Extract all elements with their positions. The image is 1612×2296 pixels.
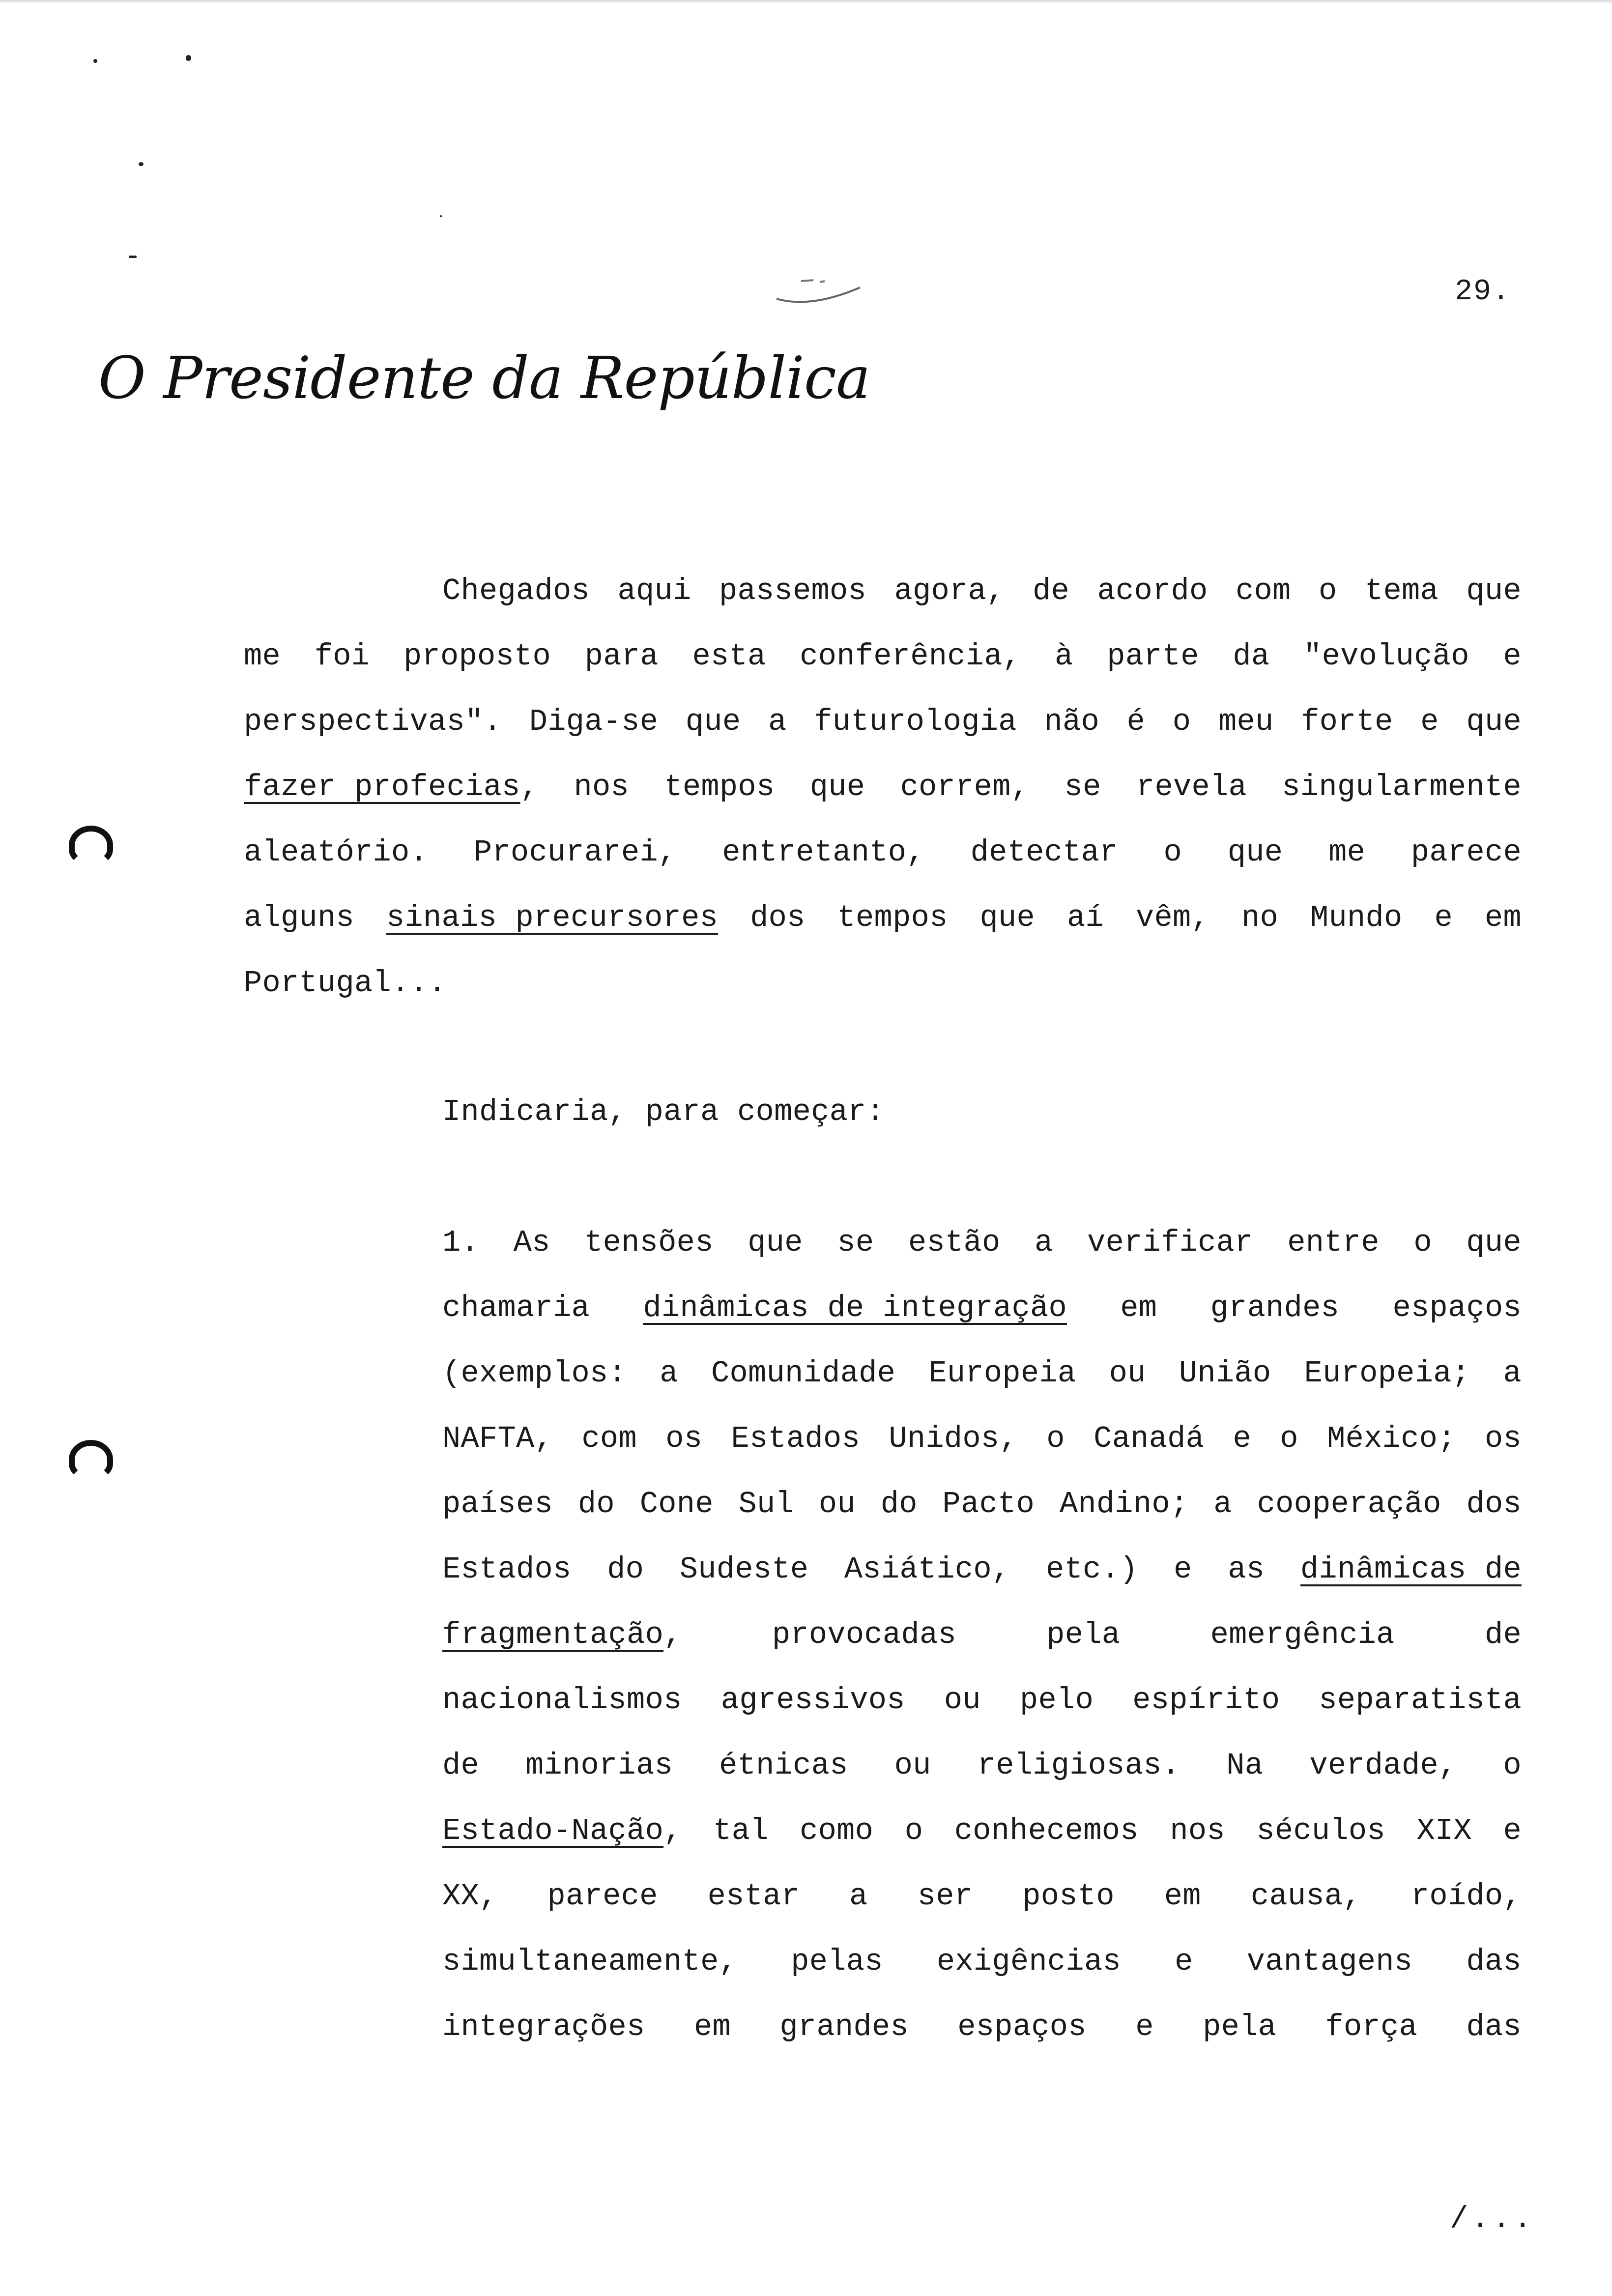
word: me bbox=[244, 639, 281, 674]
word: alguns bbox=[244, 900, 355, 935]
word: vantagens bbox=[1246, 1944, 1413, 1979]
word: com bbox=[581, 1421, 637, 1456]
word: que bbox=[1466, 704, 1522, 739]
word: das bbox=[1466, 2009, 1522, 2044]
word: nos bbox=[574, 770, 629, 804]
paragraph-line bbox=[244, 624, 1522, 689]
word: que bbox=[685, 704, 741, 739]
word: a bbox=[1503, 1356, 1522, 1391]
word: força bbox=[1325, 2009, 1418, 2044]
word: causa, bbox=[1250, 1879, 1361, 1914]
word: verdade, bbox=[1309, 1748, 1457, 1783]
word: Diga-se bbox=[529, 704, 659, 739]
word: vêm, bbox=[1136, 900, 1210, 935]
word: pelas bbox=[791, 1944, 883, 1979]
word: as bbox=[1228, 1552, 1265, 1587]
word: parece bbox=[1410, 835, 1522, 870]
paragraph-line bbox=[244, 950, 1522, 1016]
word: passemos bbox=[719, 574, 867, 608]
word: da bbox=[1233, 639, 1270, 674]
word: singularmente bbox=[1282, 770, 1522, 804]
word: posto bbox=[1022, 1879, 1115, 1914]
word: As bbox=[513, 1225, 550, 1260]
word: os bbox=[1484, 1421, 1522, 1456]
word: e bbox=[1174, 1552, 1192, 1587]
stray-mark bbox=[186, 55, 191, 61]
punch-hole bbox=[69, 1440, 113, 1479]
underlined-phrase: dinâmicas de integração bbox=[643, 1291, 1067, 1325]
word: do bbox=[607, 1552, 644, 1587]
word: de bbox=[1033, 574, 1070, 608]
item-line bbox=[442, 1798, 1522, 1864]
word: e bbox=[1434, 900, 1453, 935]
page-number: 29. bbox=[1455, 275, 1511, 309]
word: o bbox=[1503, 1748, 1522, 1783]
word: , bbox=[663, 1813, 682, 1848]
underlined-phrase: sinais precursores bbox=[386, 900, 719, 935]
word: estão bbox=[908, 1225, 1001, 1260]
word: com bbox=[1235, 574, 1291, 608]
item-line bbox=[442, 1864, 1522, 1929]
word: tema bbox=[1364, 574, 1439, 608]
word: Na bbox=[1226, 1748, 1264, 1783]
item-line bbox=[442, 1210, 1522, 1275]
word: verificar bbox=[1087, 1225, 1253, 1260]
underlined-phrase: fragmentação bbox=[442, 1617, 664, 1652]
item-line bbox=[442, 1537, 1522, 1602]
word: Unidos, bbox=[889, 1421, 1018, 1456]
word: a bbox=[768, 704, 787, 739]
word: os bbox=[665, 1421, 703, 1456]
word: que bbox=[809, 770, 865, 804]
paragraph-1 bbox=[244, 558, 1522, 1016]
item-line bbox=[442, 1667, 1522, 1733]
word: aqui bbox=[617, 574, 691, 608]
word: que bbox=[1466, 1225, 1522, 1260]
word: a bbox=[660, 1356, 678, 1391]
word: perspectivas". bbox=[244, 704, 502, 739]
item-line bbox=[442, 1994, 1522, 2060]
word: Portugal... bbox=[244, 966, 447, 1001]
word: religiosas. bbox=[977, 1748, 1180, 1783]
word: exigências bbox=[936, 1944, 1121, 1979]
word: etc.) bbox=[1046, 1552, 1138, 1587]
item-line bbox=[442, 1471, 1522, 1537]
item-line bbox=[442, 1929, 1522, 1994]
word: minorias bbox=[525, 1748, 673, 1783]
word: integrações bbox=[442, 2009, 645, 2044]
word: o bbox=[1318, 574, 1337, 608]
word: meu bbox=[1218, 704, 1274, 739]
word: Estados bbox=[731, 1421, 861, 1456]
punch-hole bbox=[69, 826, 113, 865]
word: do bbox=[880, 1487, 918, 1521]
word: pela bbox=[1046, 1617, 1121, 1652]
word: pela bbox=[1203, 2009, 1277, 2044]
word: União bbox=[1179, 1356, 1271, 1391]
word: de bbox=[442, 1748, 480, 1783]
word: o bbox=[1172, 704, 1191, 739]
word: Andino; bbox=[1059, 1487, 1189, 1521]
word: espaços bbox=[1392, 1291, 1522, 1325]
word: entretanto, bbox=[722, 835, 925, 870]
word: NAFTA, bbox=[442, 1421, 553, 1456]
word: Pacto bbox=[942, 1487, 1035, 1521]
word: que bbox=[1466, 574, 1522, 608]
word: ou bbox=[818, 1487, 856, 1521]
word: tal bbox=[713, 1813, 769, 1848]
word: Procurarei, bbox=[473, 835, 677, 870]
word: chamaria bbox=[442, 1291, 590, 1325]
word: ou bbox=[1109, 1356, 1146, 1391]
word: parece bbox=[547, 1879, 658, 1914]
word: Europeia; bbox=[1304, 1356, 1470, 1391]
item-1 bbox=[442, 1210, 1522, 2060]
word: o bbox=[1163, 835, 1182, 870]
word: tempos bbox=[837, 900, 948, 935]
stray-mark bbox=[93, 59, 97, 63]
word: dos bbox=[750, 900, 806, 935]
underlined-phrase: fazer profecias bbox=[244, 770, 520, 804]
word: espírito bbox=[1132, 1683, 1280, 1718]
word: XX, bbox=[442, 1879, 498, 1914]
word: dos bbox=[1466, 1487, 1522, 1521]
word: grandes bbox=[1210, 1291, 1340, 1325]
word: em bbox=[1484, 900, 1522, 935]
word: Chegados bbox=[442, 574, 590, 608]
item-line bbox=[442, 1275, 1522, 1341]
stray-mark bbox=[129, 256, 137, 258]
word: do bbox=[577, 1487, 615, 1521]
word: (exemplos: bbox=[442, 1356, 627, 1391]
word: e bbox=[1233, 1421, 1251, 1456]
intro-line: Indicaria, para começar: bbox=[442, 1094, 885, 1129]
word: e bbox=[1503, 639, 1522, 674]
word: "evolução bbox=[1303, 639, 1469, 674]
word: simultaneamente, bbox=[442, 1944, 738, 1979]
item-line bbox=[442, 1602, 1522, 1667]
word: separatista bbox=[1319, 1683, 1522, 1718]
word: à bbox=[1054, 639, 1073, 674]
word: se bbox=[1064, 770, 1101, 804]
word: , bbox=[520, 770, 539, 804]
paragraph-line bbox=[244, 689, 1522, 754]
word: tensões bbox=[584, 1225, 714, 1260]
word: Comunidade bbox=[711, 1356, 896, 1391]
word: não bbox=[1044, 704, 1099, 739]
word: entre bbox=[1287, 1225, 1380, 1260]
word: Sudeste bbox=[679, 1552, 809, 1587]
word: o bbox=[1413, 1225, 1432, 1260]
word: étnicas bbox=[719, 1748, 848, 1783]
word: que bbox=[979, 900, 1036, 935]
word: forte bbox=[1301, 704, 1393, 739]
word: e bbox=[1135, 2009, 1154, 2044]
word: em bbox=[1164, 1879, 1201, 1914]
word: acordo bbox=[1097, 574, 1208, 608]
word: em bbox=[1120, 1291, 1157, 1325]
word: foi bbox=[314, 639, 370, 674]
word: ou bbox=[944, 1683, 981, 1718]
word: , bbox=[663, 1617, 682, 1652]
word: agressivos bbox=[720, 1683, 905, 1718]
word: como bbox=[800, 1813, 874, 1848]
item-line bbox=[442, 1733, 1522, 1798]
word: roído, bbox=[1410, 1879, 1522, 1914]
word: séculos bbox=[1256, 1813, 1385, 1848]
word: Mundo bbox=[1310, 900, 1403, 935]
word: a bbox=[1213, 1487, 1232, 1521]
word: tempos bbox=[664, 770, 775, 804]
word: detectar bbox=[970, 835, 1118, 870]
word: Sul bbox=[738, 1487, 794, 1521]
item-line bbox=[442, 1341, 1522, 1406]
word: Cone bbox=[639, 1487, 714, 1521]
word: das bbox=[1466, 1944, 1522, 1979]
word: e bbox=[1420, 704, 1439, 739]
word: Canadá bbox=[1094, 1421, 1205, 1456]
word: ou bbox=[894, 1748, 931, 1783]
word: o bbox=[1280, 1421, 1298, 1456]
word: 1. bbox=[442, 1225, 480, 1260]
word: Asiático, bbox=[844, 1552, 1010, 1587]
word: me bbox=[1328, 835, 1366, 870]
continuation-mark: /... bbox=[1450, 2202, 1535, 2237]
word: países bbox=[442, 1487, 553, 1521]
word: futurologia bbox=[814, 704, 1017, 739]
faint-scribble bbox=[767, 270, 865, 315]
underlined-phrase: dinâmicas de bbox=[1300, 1552, 1522, 1587]
letterhead: O Presidente da República bbox=[98, 344, 870, 412]
word: nos bbox=[1170, 1813, 1225, 1848]
word: correm, bbox=[900, 770, 1030, 804]
word: em bbox=[693, 2009, 731, 2044]
word: conferência, bbox=[800, 639, 1021, 674]
paragraph-line bbox=[244, 885, 1522, 950]
word: aí bbox=[1067, 900, 1104, 935]
word: é bbox=[1126, 704, 1146, 739]
word: agora, bbox=[894, 574, 1005, 608]
word: parte bbox=[1107, 639, 1199, 674]
underlined-phrase: Estado-Nação bbox=[442, 1813, 664, 1848]
word: pelo bbox=[1020, 1683, 1094, 1718]
word: a bbox=[1035, 1225, 1053, 1260]
paragraph-line bbox=[244, 820, 1522, 885]
word: grandes bbox=[779, 2009, 909, 2044]
scan-top-edge bbox=[0, 0, 1612, 4]
word: Estados bbox=[442, 1552, 572, 1587]
stray-mark bbox=[440, 215, 442, 217]
stray-mark bbox=[139, 162, 144, 166]
word: que bbox=[1227, 835, 1283, 870]
word: a bbox=[849, 1879, 868, 1914]
word: de bbox=[1484, 1617, 1522, 1652]
word: México; bbox=[1327, 1421, 1456, 1456]
word: provocadas bbox=[772, 1617, 956, 1652]
word: emergência bbox=[1210, 1617, 1395, 1652]
word: proposto bbox=[403, 639, 551, 674]
word: o bbox=[904, 1813, 923, 1848]
word: o bbox=[1046, 1421, 1065, 1456]
item-line bbox=[442, 1406, 1522, 1471]
word: esta bbox=[692, 639, 766, 674]
word: que bbox=[748, 1225, 803, 1260]
word: se bbox=[837, 1225, 874, 1260]
word: ser bbox=[917, 1879, 973, 1914]
paragraph-line bbox=[244, 754, 1522, 820]
word: cooperação bbox=[1257, 1487, 1441, 1521]
word: para bbox=[584, 639, 659, 674]
word: nacionalismos bbox=[442, 1683, 682, 1718]
word: estar bbox=[707, 1879, 800, 1914]
word: conhecemos bbox=[954, 1813, 1139, 1848]
word: no bbox=[1241, 900, 1278, 935]
word: revela bbox=[1136, 770, 1247, 804]
word: aleatório. bbox=[244, 835, 429, 870]
word: Europeia bbox=[928, 1356, 1076, 1391]
word: espaços bbox=[957, 2009, 1087, 2044]
paragraph-line bbox=[442, 558, 1522, 624]
word: e bbox=[1175, 1944, 1193, 1979]
word: e bbox=[1503, 1813, 1522, 1848]
word: XIX bbox=[1416, 1813, 1472, 1848]
